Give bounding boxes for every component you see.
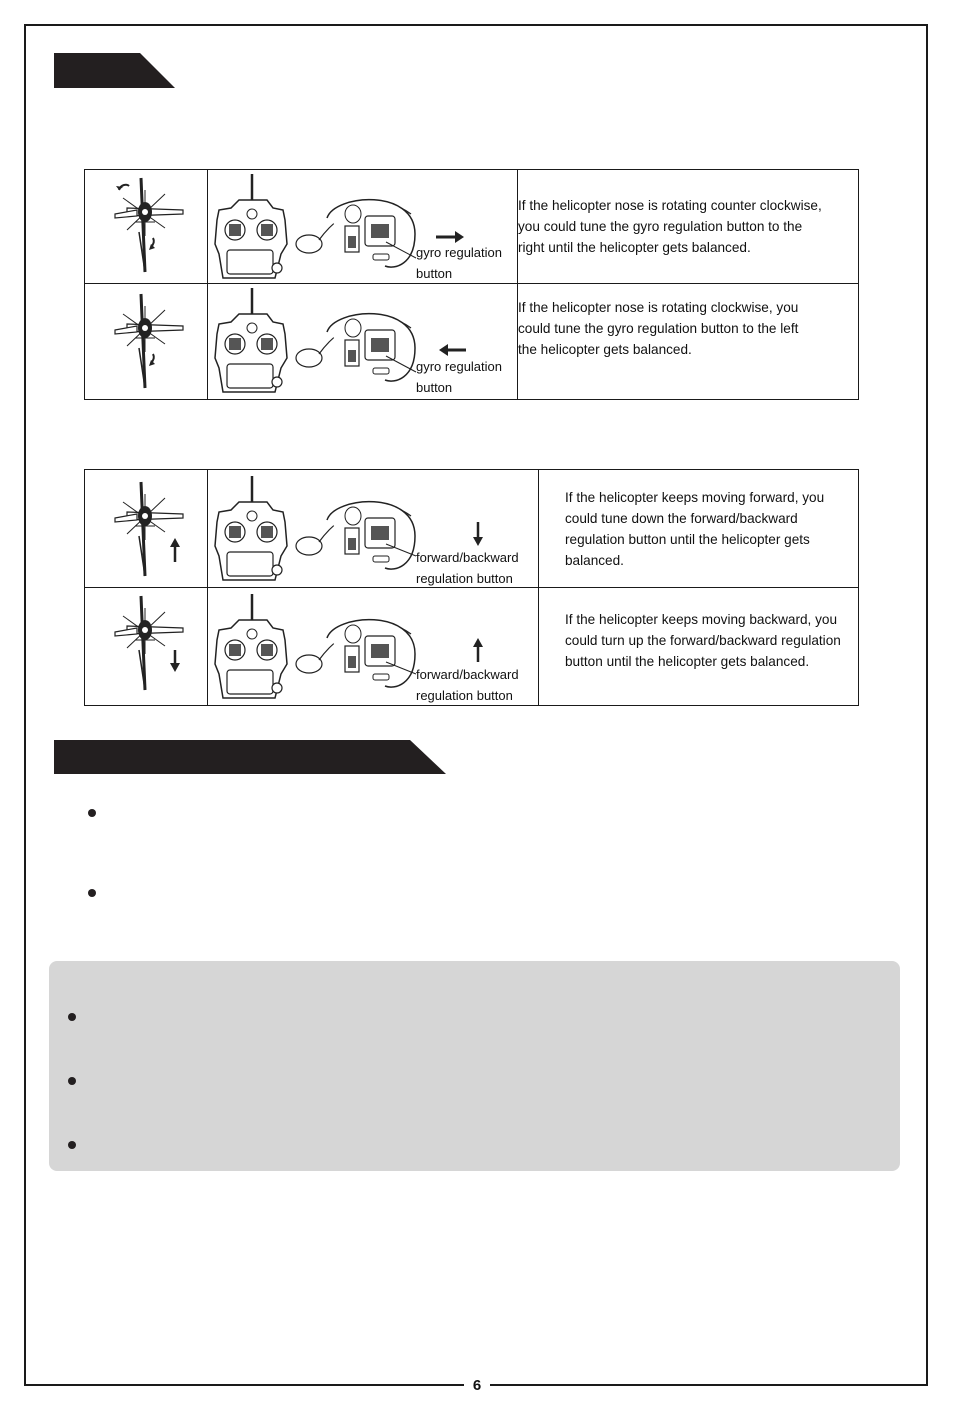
trim-row-forward	[85, 470, 859, 588]
gyro-adjust-table	[84, 169, 859, 400]
section-tab-1	[54, 53, 176, 88]
bullet-dot	[88, 809, 96, 817]
controller-diagram-gyro-right	[208, 170, 518, 284]
gyro-button-label: gyro regulation button	[416, 359, 502, 395]
gyro-cw-description: If the helicopter nose is rotating clockwise, you could tune the gyro regulation button to the left the helicopter gets balanced.	[518, 284, 859, 400]
bullet-dot	[68, 1013, 76, 1021]
trim-backward-description: If the helicopter keeps moving backward, you could turn up the forward/backward regulation button until the helicopter gets balanced.	[539, 588, 859, 706]
arrow-up-icon	[170, 538, 180, 547]
helicopter-diagram-backward	[85, 588, 208, 706]
section-tab-2	[54, 740, 447, 774]
controller-diagram-trim-up	[208, 588, 539, 706]
note-box	[49, 961, 900, 1171]
gyro-ccw-description: If the helicopter nose is rotating counter clockwise, you could tune the gyro regulation button to the right until the helicopter gets balanced.	[518, 170, 859, 284]
trim-adjust-table	[84, 469, 859, 706]
trim-row-backward	[85, 588, 859, 706]
controller-diagram-gyro-left	[208, 284, 518, 400]
bullet-dot	[68, 1141, 76, 1149]
helicopter-diagram-ccw	[85, 170, 208, 284]
trim-button-label: forward/backward regulation button	[416, 667, 519, 703]
helicopter-diagram-cw	[85, 284, 208, 400]
trim-button-label: forward/backward regulation button	[416, 550, 519, 586]
page-number: 6	[464, 1376, 490, 1396]
gyro-row-cw	[85, 284, 859, 400]
trim-forward-description: If the helicopter keeps moving forward, you could tune down the forward/backward regulation button until the helicopter gets balanced.	[539, 470, 859, 588]
bullet-dot	[68, 1077, 76, 1085]
helicopter-diagram-forward	[85, 470, 208, 588]
gyro-button-label: gyro regulation button	[416, 245, 502, 281]
bullet-dot	[88, 889, 96, 897]
page-number-wrap	[0, 1376, 954, 1396]
arrow-down-icon	[473, 537, 483, 546]
arrow-left-icon	[439, 344, 448, 356]
gyro-row-ccw	[85, 170, 859, 284]
arrow-down-icon	[170, 663, 180, 672]
arrow-up-icon	[473, 638, 483, 647]
controller-diagram-trim-down	[208, 470, 539, 588]
